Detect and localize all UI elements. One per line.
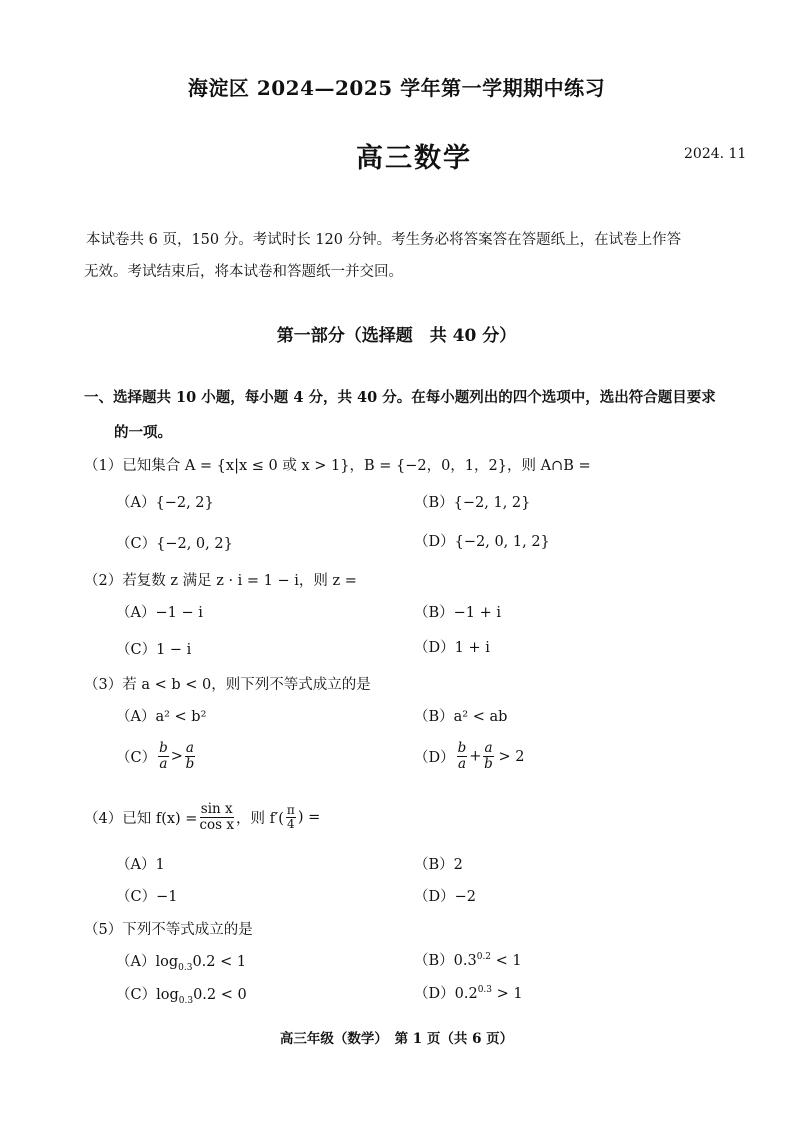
fraction: $\frac{a}{b}$ (185, 740, 195, 772)
question-3-option-c[interactable] (116, 741, 197, 772)
question-4-option-a[interactable]: （A）1 (116, 857, 165, 873)
question-3-option-d[interactable] (414, 741, 525, 772)
question-3-stem: （3）若 a < b < 0，则下列不等式成立的是 (84, 677, 371, 693)
fraction: $\frac{\pi}{4}$ (286, 803, 295, 831)
subject-title: 高三数学 (356, 143, 472, 174)
question-2-option-b[interactable]: （B）−1 + i (414, 605, 502, 621)
question-4-stem: （4）已知 f(x) = $\frac{\text{sin x}}{\text{cos x}}$ ，则 f′( $\frac{\pi}{4}$ ) = (84, 801, 321, 833)
question-5-option-b[interactable]: $(B)0.3^{0.2} < 1$ (414, 952, 522, 969)
instructions-line-2: 无效。考试结束后，将本试卷和答题纸一并交回。 (84, 264, 403, 280)
section-heading-line-2: 的一项。 (114, 424, 172, 441)
question-5-option-d[interactable]: $(D)0.2^{0.3} > 1$ (414, 985, 523, 1002)
question-5-stem: （5）下列不等式成立的是 (84, 922, 253, 938)
question-3-option-a[interactable]: （A）a² < b² (116, 709, 207, 725)
question-4-option-c[interactable]: （C）−1 (116, 889, 178, 905)
part-title: 第一部分（选择题 共 40 分） (276, 326, 517, 346)
question-2-option-a[interactable]: （A）−1 − i (116, 605, 203, 621)
fraction: $\frac{a}{b}$ (484, 740, 493, 772)
question-2-stem: （2）若复数 z 满足 z · i = 1 − i，则 z = (84, 573, 357, 589)
question-3-option-b[interactable]: （B）a² < ab (414, 709, 508, 725)
question-1-option-c[interactable]: （C）{−2, 0, 2} (116, 536, 233, 552)
question-1-option-d[interactable]: （D）{−2, 0, 1, 2} (414, 534, 550, 550)
page-footer: 高三年级（数学） 第 1 页（共 6 页） (279, 1031, 514, 1047)
operator: + (469, 748, 482, 765)
question-1-option-b[interactable]: （B）{−2, 1, 2} (414, 495, 531, 511)
question-4-option-b[interactable]: （B）2 (414, 857, 463, 873)
fraction: $\frac{\text{sin x}}{\text{cos x}}$ (199, 801, 234, 833)
exam-title: 海淀区 2024—2025 学年第一学期期中练习 (187, 76, 606, 100)
question-2-option-c[interactable]: （C）1 − i (116, 642, 192, 658)
question-2-option-d[interactable]: （D）1 + i (414, 640, 490, 656)
option-label: （D） (414, 750, 455, 766)
instructions-line-1: 本试卷共 6 页，150 分。考试时长 120 分钟。考生务必将答案答在答题纸上，在试卷上作答 (86, 232, 682, 248)
question-1-stem: （1）已知集合 A = {x|x ≤ 0 或 x > 1}，B = {−2，0，1，2}，则 A∩B = (84, 458, 591, 474)
inequality-tail: > 2 (498, 748, 525, 765)
question-4-option-d[interactable]: （D）−2 (414, 889, 477, 905)
option-label: （C） (116, 750, 157, 766)
question-5-option-c[interactable]: $(C)\log_{0.3}0.2 < 0$ (116, 987, 247, 1006)
question-5-option-a[interactable]: $(A)\log_{0.3}0.2 < 1$ (116, 954, 247, 973)
exam-date: 2024. 11 (684, 146, 747, 162)
section-heading-line-1: 一、选择题共 10 小题，每小题 4 分，共 40 分。在每小题列出的四个选项中，选出符合题目要求 (84, 389, 716, 406)
fraction: $\frac{b}{a}$ (159, 740, 168, 772)
operator: > (170, 748, 183, 765)
question-1-option-a[interactable]: （A）{−2, 2} (116, 495, 214, 511)
fraction: $\frac{b}{a}$ (457, 740, 467, 772)
